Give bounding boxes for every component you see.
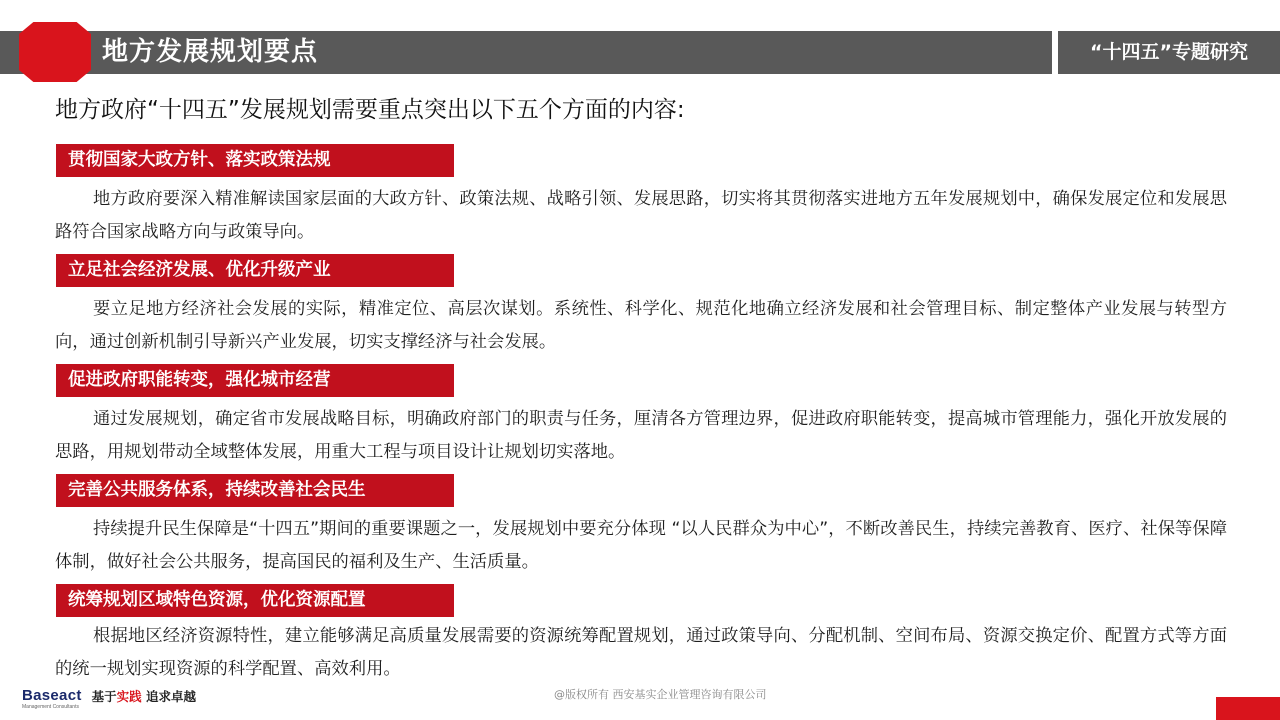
- section-body-5: 根据地区经济资源特性，建立能够满足高质量发展需要的资源统筹配置规划，通过政策导向、分配机制、空间布局、资源交换定价、配置方式等方面的统一规划实现资源的科学配置、高效利用。: [55, 626, 1227, 679]
- topic-tab: “十四五”专题研究: [1058, 31, 1280, 74]
- section-body-1: 地方政府要深入精准解读国家层面的大政方针、政策法规、战略引领、发展思路，切实将其贯彻落实进地方五年发展规划中，确保发展定位和发展思路符合国家战略方向与政策导向。: [55, 189, 1227, 242]
- slogan-prefix: 基于: [91, 689, 117, 704]
- brand-logo: [22, 688, 82, 710]
- brand-logo-text: Baseact: [22, 687, 82, 704]
- section-body-4: 持续提升民生保障是“十四五”期间的重要课题之一，发展规划中要充分体现 “以人民群众为中心”，不断改善民生，持续完善教育、医疗、社保等保障体制，做好社会公共服务，提高国民的福利及生产、生活质量。: [55, 519, 1227, 572]
- section-label-5: 统筹规划区域特色资源，优化资源配置: [56, 584, 454, 617]
- footer-accent-strip: [1216, 697, 1280, 720]
- slogan: [92, 688, 196, 706]
- footer-logo: [22, 688, 196, 710]
- section-body-3: 通过发展规划，确定省市发展战略目标，明确政府部门的职责与任务，厘清各方管理边界，促进政府职能转变，提高城市管理能力，强化开放发展的思路，用规划带动全域整体发展，用重大工程与项目设计让规划切实落地。: [55, 409, 1227, 462]
- slogan-highlight: 实践: [116, 689, 142, 704]
- slogan-suffix: 追求卓越: [141, 689, 197, 704]
- section-body-2: 要立足地方经济社会发展的实际，精准定位、高层次谋划。系统性、科学化、规范化地确立经济发展和社会管理目标、制定整体产业发展与转型方向，通过创新机制引导新兴产业发展，切实支撑经济与社会发展。: [55, 299, 1227, 352]
- page-title: 地方发展规划要点: [102, 37, 319, 67]
- section-label-4: 完善公共服务体系，持续改善社会民生: [56, 474, 454, 507]
- header-badge: [19, 22, 91, 82]
- brand-logo-subtext: Management Consultants: [22, 704, 79, 710]
- section-label-1: 贯彻国家大政方针、落实政策法规: [56, 144, 454, 177]
- section-label-3: 促进政府职能转变，强化城市经营: [56, 364, 454, 397]
- intro-text: 地方政府“十四五”发展规划需要重点突出以下五个方面的内容:: [55, 97, 685, 123]
- section-label-2: 立足社会经济发展、优化升级产业: [56, 254, 454, 287]
- copyright-notice: @版权所有 西安基实企业管理咨询有限公司: [554, 688, 767, 701]
